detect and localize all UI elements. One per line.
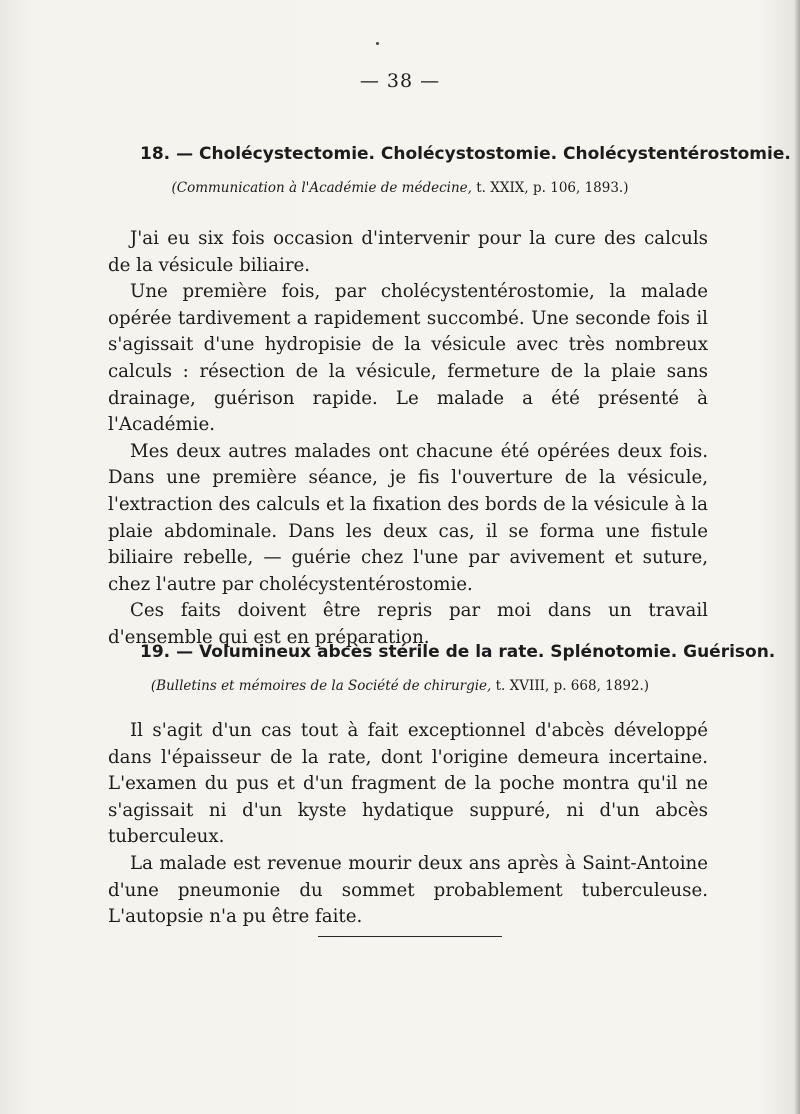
paragraph: Il s'agit d'un cas tout à fait exceptionnel d'abcès développé dans l'épaisseur de la rate, dont l'origine demeura incertaine. L'examen du pus et d'un fragment de la poche montra qu'il ne s'agissait ni d'un kyste hydatique suppuré, ni d'un abcès tuberculeux. (108, 720, 708, 848)
section-19-citation-source: (Bulletins et mémoires de la Société de chirurgie, (150, 678, 492, 694)
paragraph: J'ai eu six fois occasion d'intervenir pour la cure des calculs de la vésicule biliaire. (108, 228, 708, 276)
section-18-heading (140, 144, 791, 164)
end-rule (318, 936, 502, 937)
paragraph: Mes deux autres malades ont chacune été opérées deux fois. Dans une première séance, je fis l'ouverture de la vésicule, l'extraction des calculs et la fixation des bords de la vésicule à la plaie abdominale. Dans les deux cas, il se forma une fistule biliaire rebelle, — guérie chez l'une par avivement et suture, chez l'autre par cholécystentérostomie. (108, 440, 708, 595)
section-18-title: — Cholécystectomie. Cholécystostomie. Cholécystentérostomie. (176, 144, 791, 164)
section-19-heading (140, 642, 776, 662)
page-number: — 38 — (359, 70, 441, 92)
section-18-citation (0, 180, 800, 196)
paper-speck (376, 42, 379, 45)
section-19-title: — Volumineux abcès stérile de la rate. Splénotomie. Guérison. (176, 642, 776, 662)
section-18-number: 18. (140, 144, 171, 164)
section-19-number: 19. (140, 642, 171, 662)
section-19-citation (0, 678, 800, 694)
paragraph: La malade est revenue mourir deux ans après à Saint-Antoine d'une pneumonie du sommet probablement tuberculeuse. L'autopsie n'a pu être faite. (108, 852, 708, 928)
section-18-citation-ref: t. XXIX, p. 106, 1893.) (471, 180, 629, 196)
paragraph: Ces faits doivent être repris par moi dans un travail d'ensemble qui est en préparation. (108, 600, 708, 648)
section-18-citation-source: (Communication à l'Académie de médecine, (171, 180, 472, 196)
section-19-citation-ref: t. XVIII, p. 668, 1892.) (491, 678, 650, 694)
section-18-body (108, 226, 708, 652)
section-19-body (108, 718, 708, 931)
page-edge-shadow (794, 0, 800, 1114)
paragraph: Une première fois, par cholécystentérostomie, la malade opérée tardivement a rapidement succombé. Une seconde fois il s'agissait d'une hydropisie de la vésicule avec très nombreux calculs : résection de la vésicule, fermeture de la plaie sans drainage, guérison rapide. Le malade a été présenté à l'Académie. (108, 281, 708, 436)
